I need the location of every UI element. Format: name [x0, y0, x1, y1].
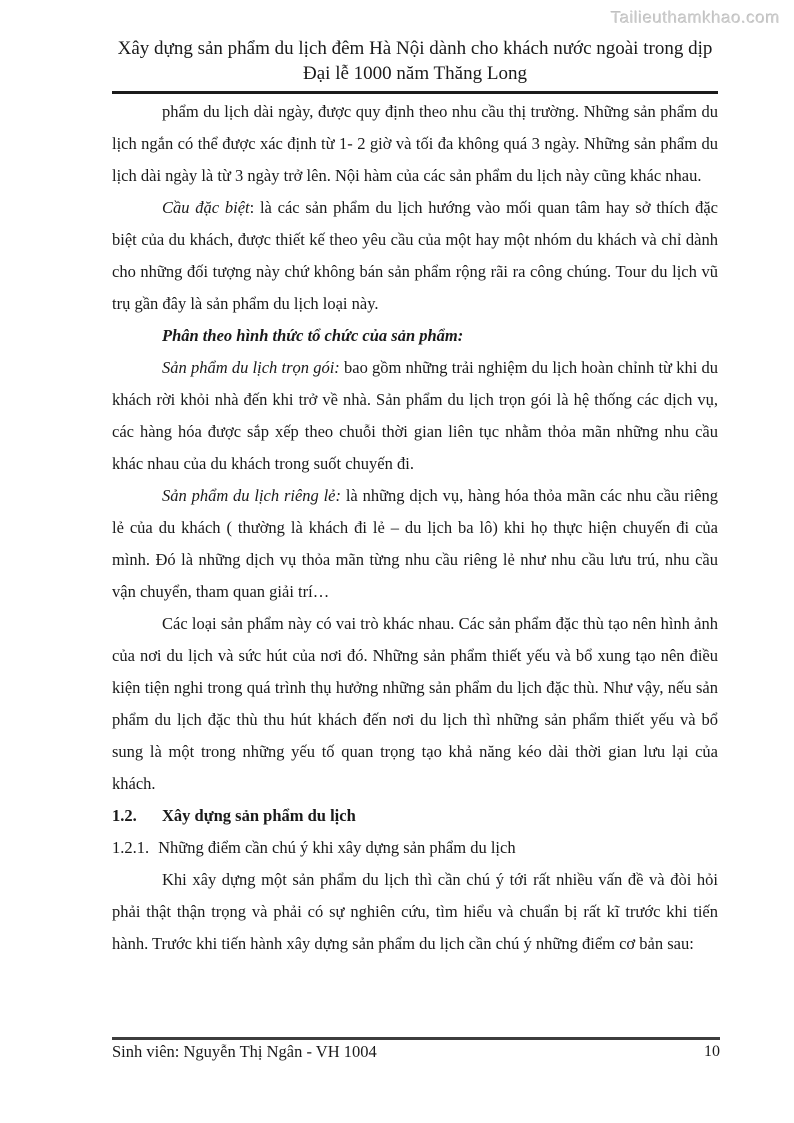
heading-organization-form — [112, 320, 718, 352]
paragraph-product-duration: phẩm du lịch dài ngày, được quy định theo nhu cầu thị trường. Những sản phẩm du lịch ngắn có thể được xác định từ 1- 2 giờ và tối đa không quá 3 ngày. Những sản phẩm du lịch dài ngày là từ 3 ngày trở lên. Nội hàm của các sản phẩm du lịch này cũng khác nhau. — [112, 102, 718, 185]
paragraph-package-product — [112, 352, 718, 480]
document-title-line1: Xây dựng sản phẩm du lịch đêm Hà Nội dành cho khách nước ngoài trong dịp — [117, 38, 713, 59]
section-heading-1-2-title: Xây dựng sản phẩm du lịch — [162, 806, 356, 825]
paragraph-special-demand — [112, 192, 718, 320]
paragraph-individual-product-lead: Sản phẩm du lịch riêng lẻ: — [162, 486, 342, 505]
document-title-line2: Đại lễ 1000 năm Thăng Long — [303, 63, 527, 84]
paragraph-package-product-text: bao gồm những trải nghiệm du lịch hoàn chỉnh từ khi du khách rời khỏi nhà đến khi trở về nhà. Sản phẩm du lịch trọn gói là hệ thống các dịch vụ, các hàng hóa được sắp xếp theo chuỗi thời gian liên tục nhằm thỏa mãn những nhu cầu khác nhau của du khách trong suốt chuyến đi. — [112, 358, 718, 473]
page-number: 10 — [704, 1043, 720, 1060]
document-body — [112, 94, 718, 960]
document-footer — [112, 1037, 720, 1062]
subsection-heading-1-2-1-number: 1.2.1. — [112, 838, 150, 857]
subsection-heading-1-2-1 — [112, 832, 718, 864]
paragraph-individual-product-text: là những dịch vụ, hàng hóa thỏa mãn các nhu cầu riêng lẻ của du khách ( thường là khách đi lẻ – du lịch ba lô) khi họ thực hiện chuyến đi của mình. Đó là những dịch vụ thỏa mãn từng nhu cầu riêng lẻ như nhu cầu lưu trú, nhu cầu vận chuyển, tham quan giải trí… — [112, 486, 719, 601]
paragraph-individual-product — [112, 480, 718, 608]
footer-student-info: Sinh viên: Nguyễn Thị Ngân - VH 1004 — [112, 1042, 377, 1061]
subsection-heading-1-2-1-title: Những điểm cần chú ý khi xây dựng sản phẩm du lịch — [158, 838, 516, 857]
paragraph-package-product-lead: Sản phẩm du lịch trọn gói: — [162, 358, 340, 377]
paragraph-special-demand-lead: Cầu đặc biệt — [162, 198, 250, 217]
watermark: Tailieuthamkhao.com — [610, 8, 780, 27]
section-heading-1-2 — [112, 800, 718, 832]
content-area — [112, 0, 718, 960]
heading-organization-form-text: Phân theo hình thức tổ chức của sản phẩm: — [162, 326, 464, 345]
paragraph-building-notes: Khi xây dựng một sản phẩm du lịch thì cần chú ý tới rất nhiều vấn đề và đòi hỏi phải thật thận trọng và phải có sự nghiên cứu, tìm hiểu và chuẩn bị rất kĩ trước khi tiến hành. Trước khi tiến hành xây dựng sản phẩm du lịch cần chú ý những điểm cơ bản sau: — [112, 870, 718, 953]
paragraph-special-demand-text: : là các sản phẩm du lịch hướng vào mối quan tâm hay sở thích đặc biệt của du khách, được thiết kế theo yêu cầu của một hay một nhóm du khách và chỉ dành cho những đối tượng này chứ không bán sản phẩm rộng rãi ra công chúng. Tour du lịch vũ trụ gần đây là sản phẩm du lịch loại này. — [112, 198, 718, 313]
paragraph-product-roles: Các loại sản phẩm này có vai trò khác nhau. Các sản phẩm đặc thù tạo nên hình ảnh của nơi du lịch và sức hút của nơi đó. Những sản phẩm thiết yếu và bổ xung tạo nên điều kiện tiện nghi trong quá trình thụ hưởng những sản phẩm du lịch đặc thù. Như vậy, nếu sản phẩm du lịch đặc thù thu hút khách đến nơi du lịch thì những sản phẩm thiết yếu và bổ sung là một trong những yếu tố quan trọng tạo khả năng kéo dài thời gian lưu lại của khách. — [112, 614, 718, 793]
section-heading-1-2-number: 1.2. — [112, 806, 137, 825]
